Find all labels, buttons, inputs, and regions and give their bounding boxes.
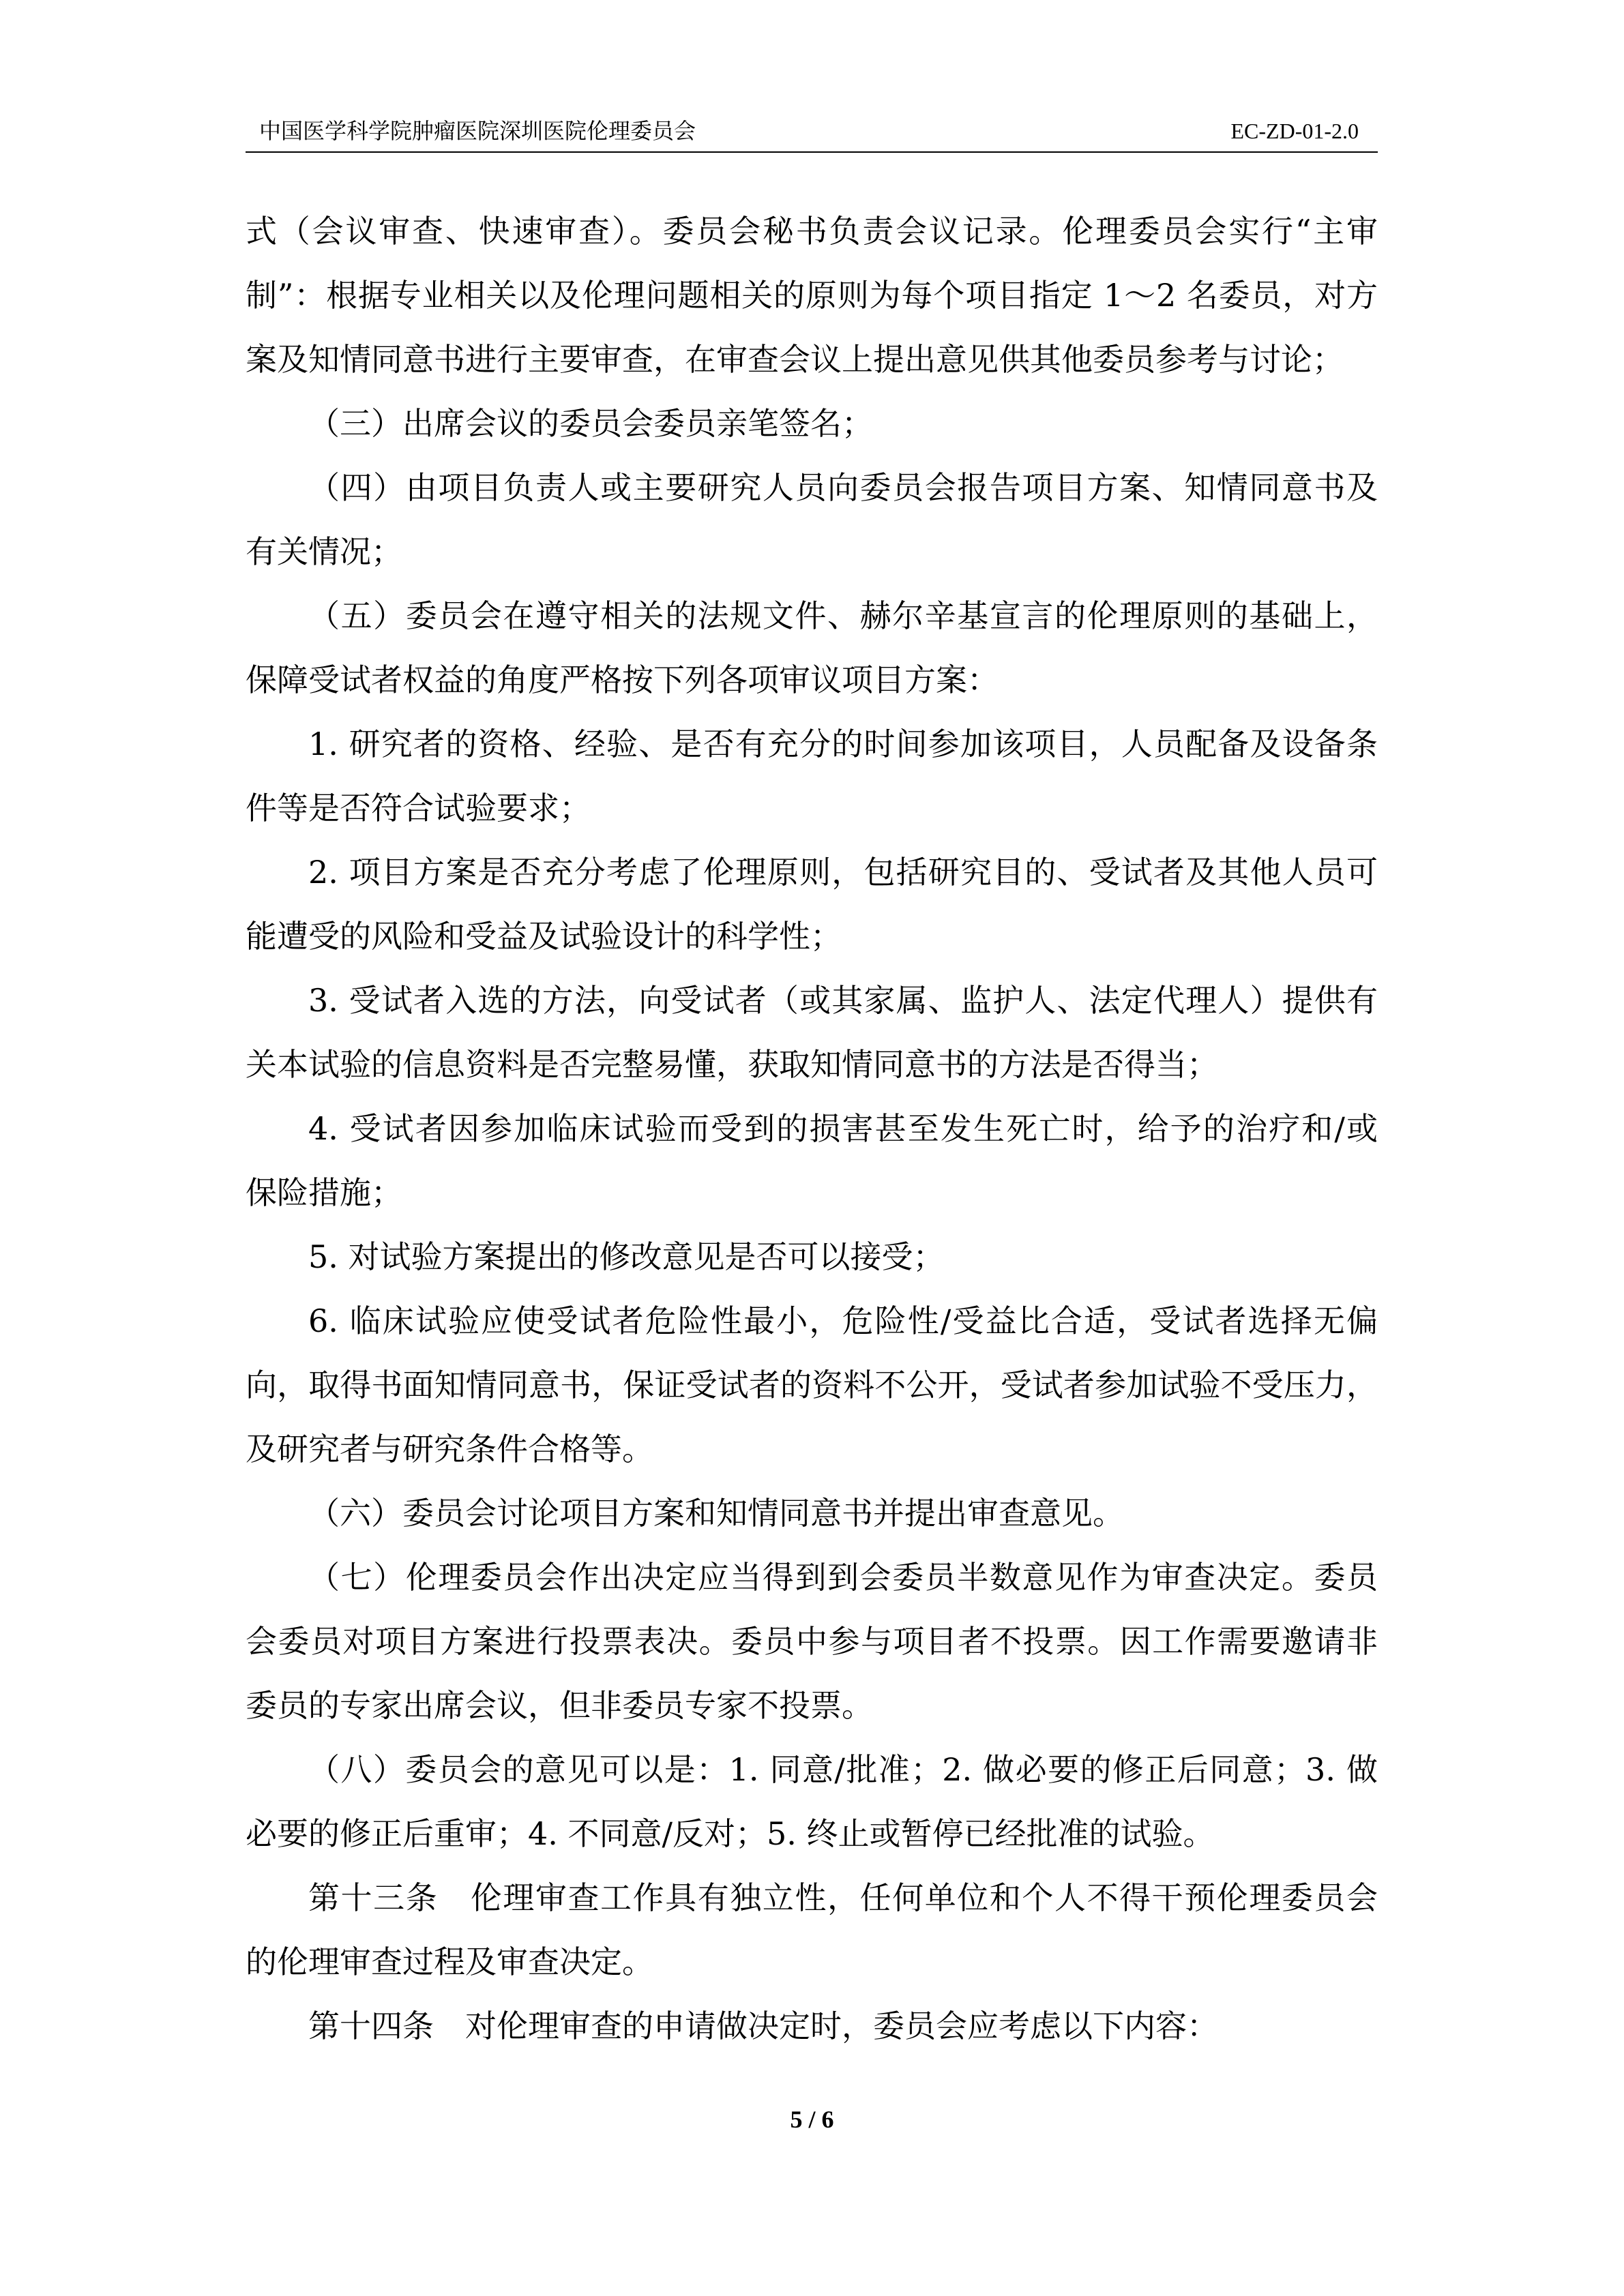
- body-line: （四）由项目负责人或主要研究人员向委员会报告项目方案、知情同意书及: [308, 469, 1378, 506]
- body-line: 制”：根据专业相关以及伦理问题相关的原则为每个项目指定 1～2 名委员，对方: [246, 277, 1378, 314]
- document-body: [246, 199, 1378, 2058]
- body-line: （五）委员会在遵守相关的法规文件、赫尔辛基宣言的伦理原则的基础上，: [308, 597, 1378, 634]
- body-line: 保障受试者权益的角度严格按下列各项审议项目方案：: [246, 661, 999, 698]
- body-line: （七）伦理委员会作出决定应当得到到会委员半数意见作为审查决定。委员: [308, 1559, 1378, 1596]
- body-line: 向，取得书面知情同意书，保证受试者的资料不公开，受试者参加试验不受压力，: [246, 1367, 1378, 1403]
- body-line: 5. 对试验方案提出的修改意见是否可以接受；: [308, 1238, 945, 1275]
- header-document-code: EC-ZD-01-2.0: [1230, 119, 1359, 143]
- header-organization: 中国医学科学院肿瘤医院深圳医院伦理委员会: [259, 118, 696, 144]
- body-line: 第十三条 伦理审查工作具有独立性，任何单位和个人不得干预伦理委员会: [308, 1879, 1378, 1916]
- body-line: 有关情况；: [246, 533, 402, 570]
- body-line: 能遭受的风险和受益及试验设计的科学性；: [246, 918, 842, 955]
- page-header: [246, 113, 1378, 150]
- body-line: 第十四条 对伦理审查的申请做决定时，委员会应考虑以下内容：: [308, 2008, 1218, 2044]
- body-line: （八）委员会的意见可以是：1. 同意/批准；2. 做必要的修正后同意；3. 做: [308, 1751, 1378, 1788]
- body-line: 1. 研究者的资格、经验、是否有充分的时间参加该项目，人员配备及设备条: [308, 726, 1378, 762]
- body-line: 关本试验的信息资料是否完整易懂，获取知情同意书的方法是否得当；: [246, 1046, 1218, 1083]
- body-line: 案及知情同意书进行主要审查，在审查会议上提出意见供其他委员参考与讨论；: [246, 341, 1344, 378]
- header-divider: [246, 151, 1378, 153]
- body-line: 必要的修正后重审；4. 不同意/反对；5. 终止或暂停已经批准的试验。: [246, 1815, 1215, 1852]
- body-line: 6. 临床试验应使受试者危险性最小，危险性/受益比合适，受试者选择无偏: [308, 1302, 1378, 1339]
- body-line: 及研究者与研究条件合格等。: [246, 1431, 653, 1467]
- body-line: 保险措施；: [246, 1174, 402, 1211]
- body-line: 会委员对项目方案进行投票表决。委员中参与项目者不投票。因工作需要邀请非: [246, 1623, 1378, 1660]
- page-number: 5 / 6: [790, 2106, 834, 2133]
- body-line: （六）委员会讨论项目方案和知情同意书并提出审查意见。: [308, 1495, 1124, 1532]
- body-line: （三）出席会议的委员会委员亲笔签名；: [308, 405, 873, 442]
- body-line: 的伦理审查过程及审查决定。: [246, 1943, 653, 1980]
- body-line: 3. 受试者入选的方法，向受试者（或其家属、监护人、法定代理人）提供有: [308, 982, 1378, 1019]
- body-line: 式（会议审查、快速审查）。委员会秘书负责会议记录。伦理委员会实行“主审: [246, 213, 1378, 250]
- body-line: 2. 项目方案是否充分考虑了伦理原则，包括研究目的、受试者及其他人员可: [308, 854, 1378, 891]
- body-line: 4. 受试者因参加临床试验而受到的损害甚至发生死亡时，给予的治疗和/或: [308, 1110, 1378, 1147]
- body-line: 件等是否符合试验要求；: [246, 790, 591, 826]
- body-line: 委员的专家出席会议，但非委员专家不投票。: [246, 1687, 873, 1724]
